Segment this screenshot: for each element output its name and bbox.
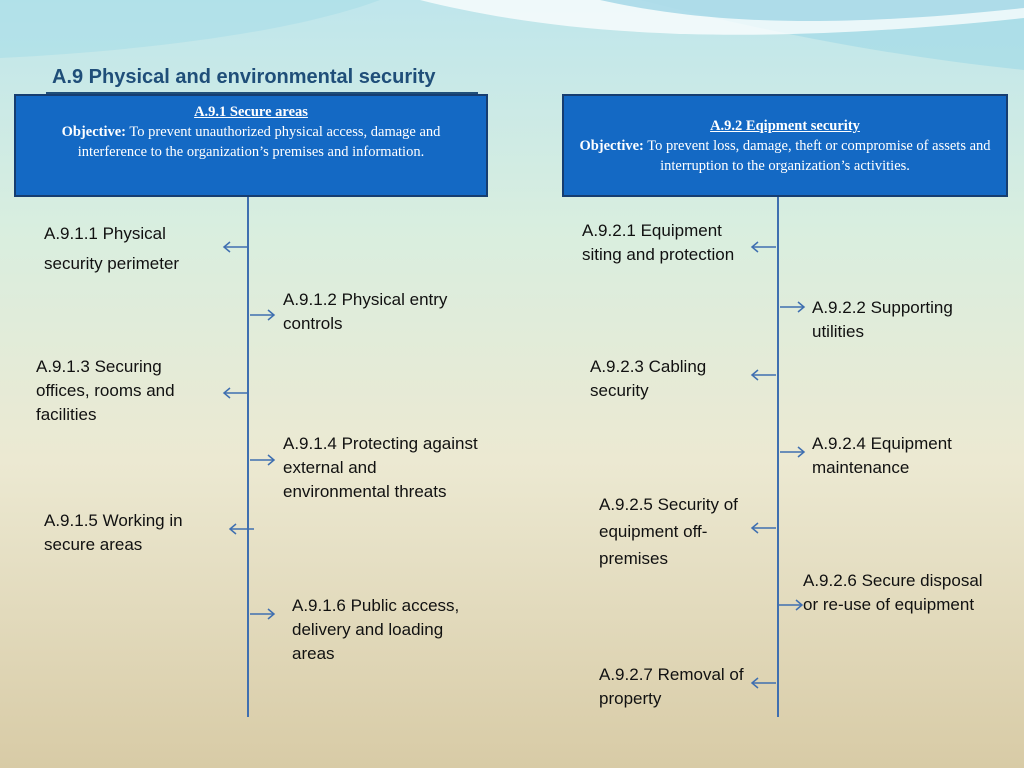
equipment-security-box xyxy=(562,94,1008,197)
equipment-security-heading: A.9.2 Eqipment security xyxy=(710,118,860,134)
arrow-left-icon xyxy=(750,240,778,254)
arrow-left-icon xyxy=(750,676,778,690)
control-a913: A.9.1.3 Securing offices, rooms and facilities xyxy=(36,357,175,424)
control-a915: A.9.1.5 Working in secure areas xyxy=(44,511,183,554)
arrow-left-icon xyxy=(750,368,778,382)
control-a911: A.9.1.1 Physical security perimeter xyxy=(44,224,180,273)
control-a925: A.9.2.5 Security of equipment off-premises xyxy=(599,495,738,568)
control-a927: A.9.2.7 Removal of property xyxy=(599,665,744,708)
control-a921: A.9.2.1 Equipment siting and protection xyxy=(582,221,735,264)
control-a912: A.9.1.2 Physical entry controls xyxy=(283,290,448,333)
arrow-right-icon xyxy=(776,598,804,612)
secure-areas-heading: A.9.1 Secure areas xyxy=(194,104,308,120)
arrow-right-icon xyxy=(778,300,806,314)
secure-areas-objective xyxy=(26,122,476,162)
equipment-security-objective xyxy=(574,136,996,176)
control-a922: A.9.2.2 Supporting utilities xyxy=(812,298,953,341)
control-a916: A.9.1.6 Public access, delivery and loading areas xyxy=(292,596,460,663)
control-a924: A.9.2.4 Equipment maintenance xyxy=(812,434,952,477)
arrow-left-icon xyxy=(750,521,778,535)
arrow-right-icon xyxy=(778,445,806,459)
arrow-left-icon xyxy=(228,522,256,536)
control-a926: A.9.2.6 Secure disposal or re-use of equipment xyxy=(803,571,983,614)
secure-areas-box xyxy=(14,94,488,197)
objective-text: To prevent loss, damage, theft or compromise of assets and interruption to the organization’s activities. xyxy=(647,138,991,174)
objective-label: Objective: xyxy=(579,138,644,154)
arrow-right-icon xyxy=(248,607,276,621)
arrow-right-icon xyxy=(248,308,276,322)
arrow-right-icon xyxy=(248,453,276,467)
page-title: A.9 Physical and environmental security xyxy=(52,66,436,88)
objective-label: Objective: xyxy=(61,124,127,140)
arrow-left-icon xyxy=(222,386,250,400)
objective-text: To prevent unauthorized physical access, damage and interference to the organization’s premises and information. xyxy=(77,124,441,160)
arrow-left-icon xyxy=(222,240,250,254)
control-a923: A.9.2.3 Cabling security xyxy=(590,357,707,400)
control-a914: A.9.1.4 Protecting against external and environmental threats xyxy=(283,434,478,501)
